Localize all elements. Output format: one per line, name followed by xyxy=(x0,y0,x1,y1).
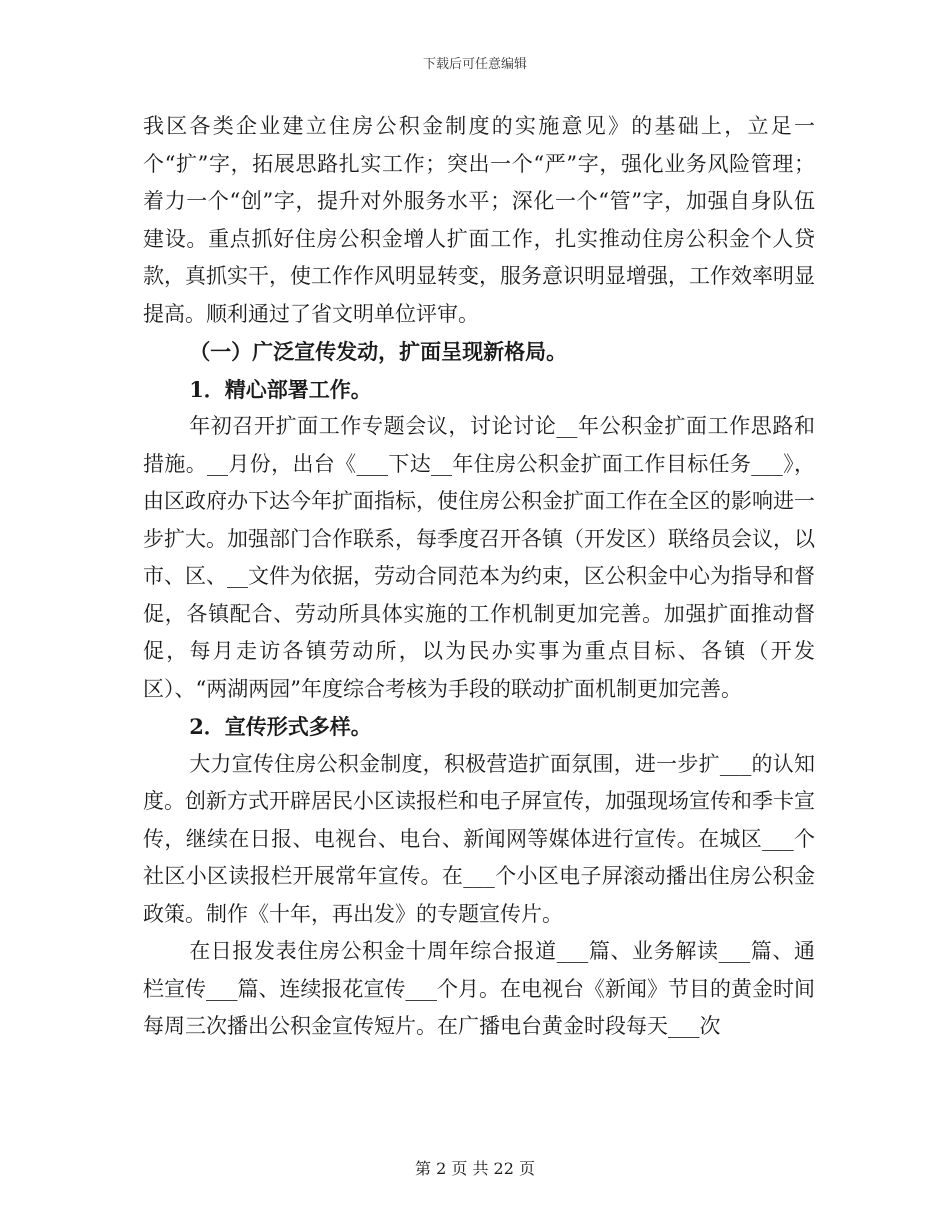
body-paragraph-media: 在日报发表住房公积金十周年综合报道___篇、业务解读___篇、通栏宣传___篇、连续报花宣传___个月。在电视台《新闻》节目的黄金时间每周三次播出公积金宣传短片。在广播电台黄金时段每天___次 xyxy=(143,939,815,1038)
subsection-heading-2: 2．宣传形式多样。 xyxy=(189,714,372,739)
body-paragraph-publicity: 大力宣传住房公积金制度，积极营造扩面氛围，进一步扩___的认知度。创新方式开辟居民小区读报栏和电子屏宣传，加强现场宣传和季卡宣传，继续在日报、电视台、电台、新闻网等媒体进行宣传。在城区___个社区小区读报栏开展常年宣传。在___个小区电子屏滚动播出住房公积金政策。制作《十年，再出发》的专题宣传片。 xyxy=(143,751,815,926)
subsection-heading-1: 1．精心部署工作。 xyxy=(189,376,372,402)
body-paragraph-deployment: 年初召开扩面工作专题会议，讨论讨论__年公积金扩面工作思路和措施。__月份，出台《___下达__年住房公积金扩面工作目标任务___》，由区政府办下达今年扩面指标，使住房公积金扩面工作在全区的影响进一步扩大。加强部门合作联系，每季度召开各镇（开发区）联络员会议，以市、区、__文件为依据，劳动合同范本为约束，区公积金中心为指导和督促，各镇配合、劳动所具体实施的工作机制更加完善。加强扩面推动督促，每月走访各镇劳动所，以为民办实事为重点目标、各镇（开发区）、“两湖两园”年度综合考核为手段的联动扩面机制更加完善。 xyxy=(143,414,815,701)
page-header: 下载后可任意编辑 xyxy=(422,57,527,72)
body-paragraph-continued: 我区各类企业建立住房公积金制度的实施意见》的基础上，立足一个“扩”字，拓展思路扎实工作；突出一个“严”字，强化业务风险管理；着力一个“创”字，提升对外服务水平；深化一个“管”字，加强自身队伍建设。重点抓好住房公积金增人扩面工作，扎实推动住房公积金个人贷款，真抓实干，使工作作风明显转变，服务意识明显增强，工作效率明显提高。顺利通过了省文明单位评审。 xyxy=(143,114,815,326)
page-number: 第 2 页 共 22 页 xyxy=(415,1159,535,1178)
document-body xyxy=(143,108,815,1046)
section-heading-1: （一）广泛宣传发动，扩面呈现新格局。 xyxy=(189,339,568,364)
